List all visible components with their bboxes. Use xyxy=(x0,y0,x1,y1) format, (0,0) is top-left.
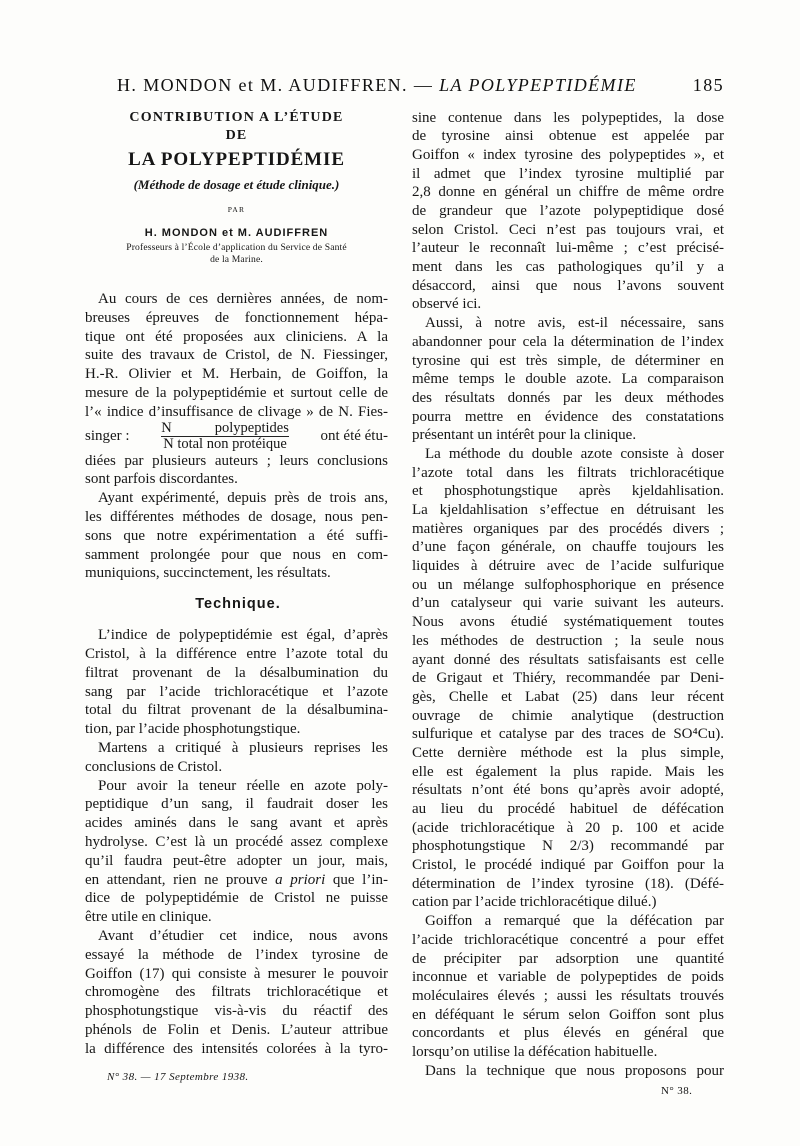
text-line: Cristol, à la différence entre l’azote total du xyxy=(85,645,388,662)
paragraph xyxy=(85,626,388,739)
text-line: dice de polypeptidémie de Cristol ne puisse xyxy=(85,890,388,907)
text-line: H.-R. Olivier et M. Herbain, de Goiffon, la xyxy=(85,366,388,383)
text-line: acides aminés dans le sang avant et après xyxy=(85,815,388,832)
text-line: la différence des intensités colorées à la tyro- xyxy=(85,1040,388,1057)
text-line: abandonner pour cela la détermination de l’index xyxy=(412,333,724,350)
text-line: sine contenue dans les polypeptides, la dose xyxy=(412,109,724,126)
text-line: sont parfois discordantes. xyxy=(85,471,238,488)
paragraph xyxy=(85,739,388,777)
text-line: de tyrosine ainsi obtenue est appelée par xyxy=(412,128,724,145)
fraction-line xyxy=(85,422,388,452)
section-heading-technique: Technique. xyxy=(195,596,281,613)
text-line: sons que notre expérimentation a été suffi- xyxy=(85,527,388,544)
paragraph xyxy=(85,777,388,927)
footer-issue-number: N° 38. xyxy=(661,1085,693,1097)
article-subtitle: (Méthode de dosage et étude clinique.) xyxy=(133,177,340,192)
running-head-title: LA POLYPEPTIDÉMIE xyxy=(439,75,637,95)
technique-section xyxy=(85,626,388,1058)
text-line: d’un catalyseur qui varie suivant les auteurs. xyxy=(412,595,724,612)
paragraph xyxy=(412,109,724,315)
text-line: concordants et plus élevés en général que xyxy=(412,1025,724,1042)
text-line: phosphotungstique vis-à-vis du réactif des xyxy=(85,1003,388,1020)
text-line: ouvrage de chimie analytique (destruction xyxy=(412,707,724,724)
text-line: l’acide trichloracétique concentré a pour effet xyxy=(412,931,724,948)
fraction-numerator: N polypeptides xyxy=(161,420,289,437)
text-line: ment dans les cas pathologiques qu’il y a xyxy=(412,259,724,276)
text-line: phénols de Folin et Denis. L’auteur attribue xyxy=(85,1021,388,1038)
text-line: conclusions de Cristol. xyxy=(85,758,223,775)
text-line: l’azote total dans les filtrats trichloracétique xyxy=(412,464,724,481)
text-line: observé ici. xyxy=(412,296,482,313)
text-line: essayé la méthode de l’index tyrosine de xyxy=(85,946,388,963)
text-line: Cette dernière méthode est la plus simple, xyxy=(412,744,724,761)
article-kicker: CONTRIBUTION A L’ÉTUDE xyxy=(129,110,344,125)
text-line: Nous avons étudié systématiquement toutes xyxy=(412,614,724,631)
text-line: les différentes méthodes de dosage, nous pen- xyxy=(85,508,388,525)
left-column xyxy=(85,290,388,1058)
paragraph xyxy=(412,912,724,1062)
text-line: breuses épreuves de fonctionnement hépa- xyxy=(85,309,388,326)
running-head-left xyxy=(117,73,637,97)
text-line: inconnue et variable de polypeptides de poids xyxy=(412,969,724,986)
page-number: 185 xyxy=(692,75,724,95)
text-line: en déféquant le sérum selon Goiffon sont plus xyxy=(412,1006,724,1023)
text-run: que l’in- xyxy=(325,871,389,888)
text-line: suite des travaux de Cristol, de N. Fiessinger, xyxy=(85,347,388,364)
text-line: Avant d’étudier cet indice, nous avons xyxy=(98,927,388,944)
text-line: Cristol, le procédé indiqué par Goiffon pour la xyxy=(412,857,724,874)
paragraph xyxy=(85,290,388,489)
fraction xyxy=(161,421,289,452)
text-line: L’indice de polypeptidémie est égal, d’après xyxy=(98,627,388,644)
text-line: hydrolyse. C’est là un procédé assez complexe xyxy=(85,833,388,850)
text-line: Dans la technique que nous proposons pour xyxy=(425,1062,724,1079)
text-line: l’« indice d’insuffisance de clivage » de N. Fies- xyxy=(85,403,388,420)
text-line: des résultats donnés par les deux méthodes xyxy=(412,389,724,406)
article-kicker-de: DE xyxy=(225,128,248,143)
text-line: tyrosine qui est très simple, de déterminer en xyxy=(412,352,724,369)
article-title: LA POLYPEPTIDÉMIE xyxy=(128,149,345,170)
text-line: filtrat provenant de la désalbumination du xyxy=(85,664,388,681)
right-column-body xyxy=(412,109,724,1081)
text-line: phosphotungstique N 2/3) recommandé par xyxy=(412,838,724,855)
text-line: (acide trichloracétique à 20 p. 100 et acide xyxy=(412,819,724,836)
italic-phrase: a priori xyxy=(275,871,326,888)
text-line: Au cours de ces dernières années, de nom- xyxy=(98,291,388,307)
text-line: ayant donné des résultats satisfaisants est celle xyxy=(412,651,724,668)
text-line: samment prolongée pour que nous en com- xyxy=(85,546,388,563)
text-line: de grandeur que l’azote polypeptidique dosé xyxy=(412,203,724,220)
text-line: moléculaires élevés ; aussi les résultats trouvés xyxy=(412,987,724,1004)
paragraph xyxy=(412,1062,724,1081)
text-line: Aussi, à notre avis, est-il nécessaire, sans xyxy=(425,315,724,332)
text-line: tique ont été proposées aux cliniciens. A la xyxy=(85,328,388,345)
text-line: pourra mettre en évidence des constatations xyxy=(412,408,724,425)
text-line: Ayant expérimenté, depuis près de trois ans, xyxy=(98,490,388,507)
text-line: d’une façon générale, on chauffe toujours les xyxy=(412,539,724,556)
text-line: être utile en clinique. xyxy=(85,909,212,926)
text-line: de précipiter par adsorption une quantité xyxy=(412,950,724,967)
text-run: en attendant, rien ne prouve xyxy=(85,871,276,888)
author-affiliation: Professeurs à l’École d’application du Service de Santé xyxy=(126,242,347,253)
byline-authors: H. MONDON et M. AUDIFFREN xyxy=(144,227,329,239)
byline-by: PAR xyxy=(227,205,246,214)
text-line: chromogène des filtrats trichloracétique et xyxy=(85,984,388,1001)
text-line: lorsqu’on utilise la défécation habituelle. xyxy=(412,1043,658,1060)
intro-section xyxy=(85,290,388,583)
text-line: gès, Chelle et Labat (25) dans leur récent xyxy=(412,688,724,705)
text-line: ou un mélange sulfophosphorique en présence xyxy=(412,576,724,593)
text-line: total du filtrat provenant de la désalbumina- xyxy=(85,702,388,719)
text-line: résultats n’ont été bons qu’après avoir adopté, xyxy=(412,782,724,799)
text-line: désaccord, ainsi que nous l’avons souvent xyxy=(412,277,724,294)
text-line: détermination de l’index tyrosine (18). (Défé- xyxy=(412,875,724,892)
text-line: Martens a critiqué à plusieurs reprises les xyxy=(98,739,388,756)
text-line: sang par l’acide trichloracétique et l’azote xyxy=(85,683,388,700)
text-line: au lieu du procédé habituel de défécation xyxy=(412,801,724,818)
text-line: elle est également la plus rapide. Mais les xyxy=(412,763,724,780)
fraction-lead-text: singer : xyxy=(85,428,130,445)
text-line: l’auteur le reconnaît lui-même ; c’est précisé- xyxy=(412,240,724,257)
running-head xyxy=(117,73,724,97)
text-line: diées par plusieurs auteurs ; leurs conclusions xyxy=(85,452,388,469)
author-affiliation-continued: de la Marine. xyxy=(210,254,263,265)
text-line: cation par l’acide trichloracétique dilué.) xyxy=(412,894,657,911)
text-line: 2,8 donne en général un chiffre de même ordre xyxy=(412,184,724,201)
text-line: La kjeldahlisation s’effectue en détruisant les xyxy=(412,502,724,519)
text-line: La méthode du double azote consiste à doser xyxy=(425,445,724,462)
text-line: il admet que l’index tyrosine multiplié par xyxy=(412,165,724,182)
text-line: mesure de la polypeptidémie et surtout celle de xyxy=(85,384,388,401)
text-line: peptidique d’un sang, il faudrait doser les xyxy=(85,796,388,813)
text-line: tion, par l’acide phosphotungstique. xyxy=(85,721,301,738)
text-line: les méthodes de destruction ; la seule nous xyxy=(412,632,724,649)
fraction-denominator: N total non protéique xyxy=(163,436,287,453)
text-line: muniquions, succinctement, les résultats. xyxy=(85,565,331,582)
text-line: présentant un intérêt pour la clinique. xyxy=(412,427,637,444)
text-line: Goiffon (17) qui consiste à mesurer le pouvoir xyxy=(85,965,388,982)
text-line: liquides à détruire avec de l’acide sulfurique xyxy=(412,558,724,575)
text-line: même temps le double azote. La comparaison xyxy=(412,371,724,388)
paragraph xyxy=(412,445,724,912)
paragraph xyxy=(85,489,388,583)
text-line: matières organiques par des procédés divers ; xyxy=(412,520,724,537)
text-line: Goiffon « index tyrosine des polypeptides », et xyxy=(412,146,724,163)
text-line: Pour avoir la teneur réelle en azote poly- xyxy=(98,777,388,794)
running-head-authors: H. MONDON et M. AUDIFFREN. — xyxy=(117,75,434,95)
text-line: qu’il faudra peut-être adopter un jour, mais, xyxy=(85,852,388,869)
footer-issue-date: N° 38. — 17 Septembre 1938. xyxy=(107,1071,249,1083)
text-line: sulfurique et catalyse par des traces de SO⁴Cu). xyxy=(412,726,724,743)
text-line: Goiffon a remarqué que la défécation par xyxy=(425,913,724,930)
paragraph xyxy=(412,314,724,445)
right-column xyxy=(412,109,724,1081)
text-line xyxy=(85,871,388,890)
fraction-tail-text: ont été étu- xyxy=(320,428,388,445)
text-line: de Grigaut et Thiéry, recommandée par Deni- xyxy=(412,670,724,687)
text-line: selon Cristol. Ceci n’est pas toujours vrai, et xyxy=(412,221,724,238)
text-line: et phosphotungstique après kjeldahlisation. xyxy=(412,483,724,500)
paragraph xyxy=(85,927,388,1059)
